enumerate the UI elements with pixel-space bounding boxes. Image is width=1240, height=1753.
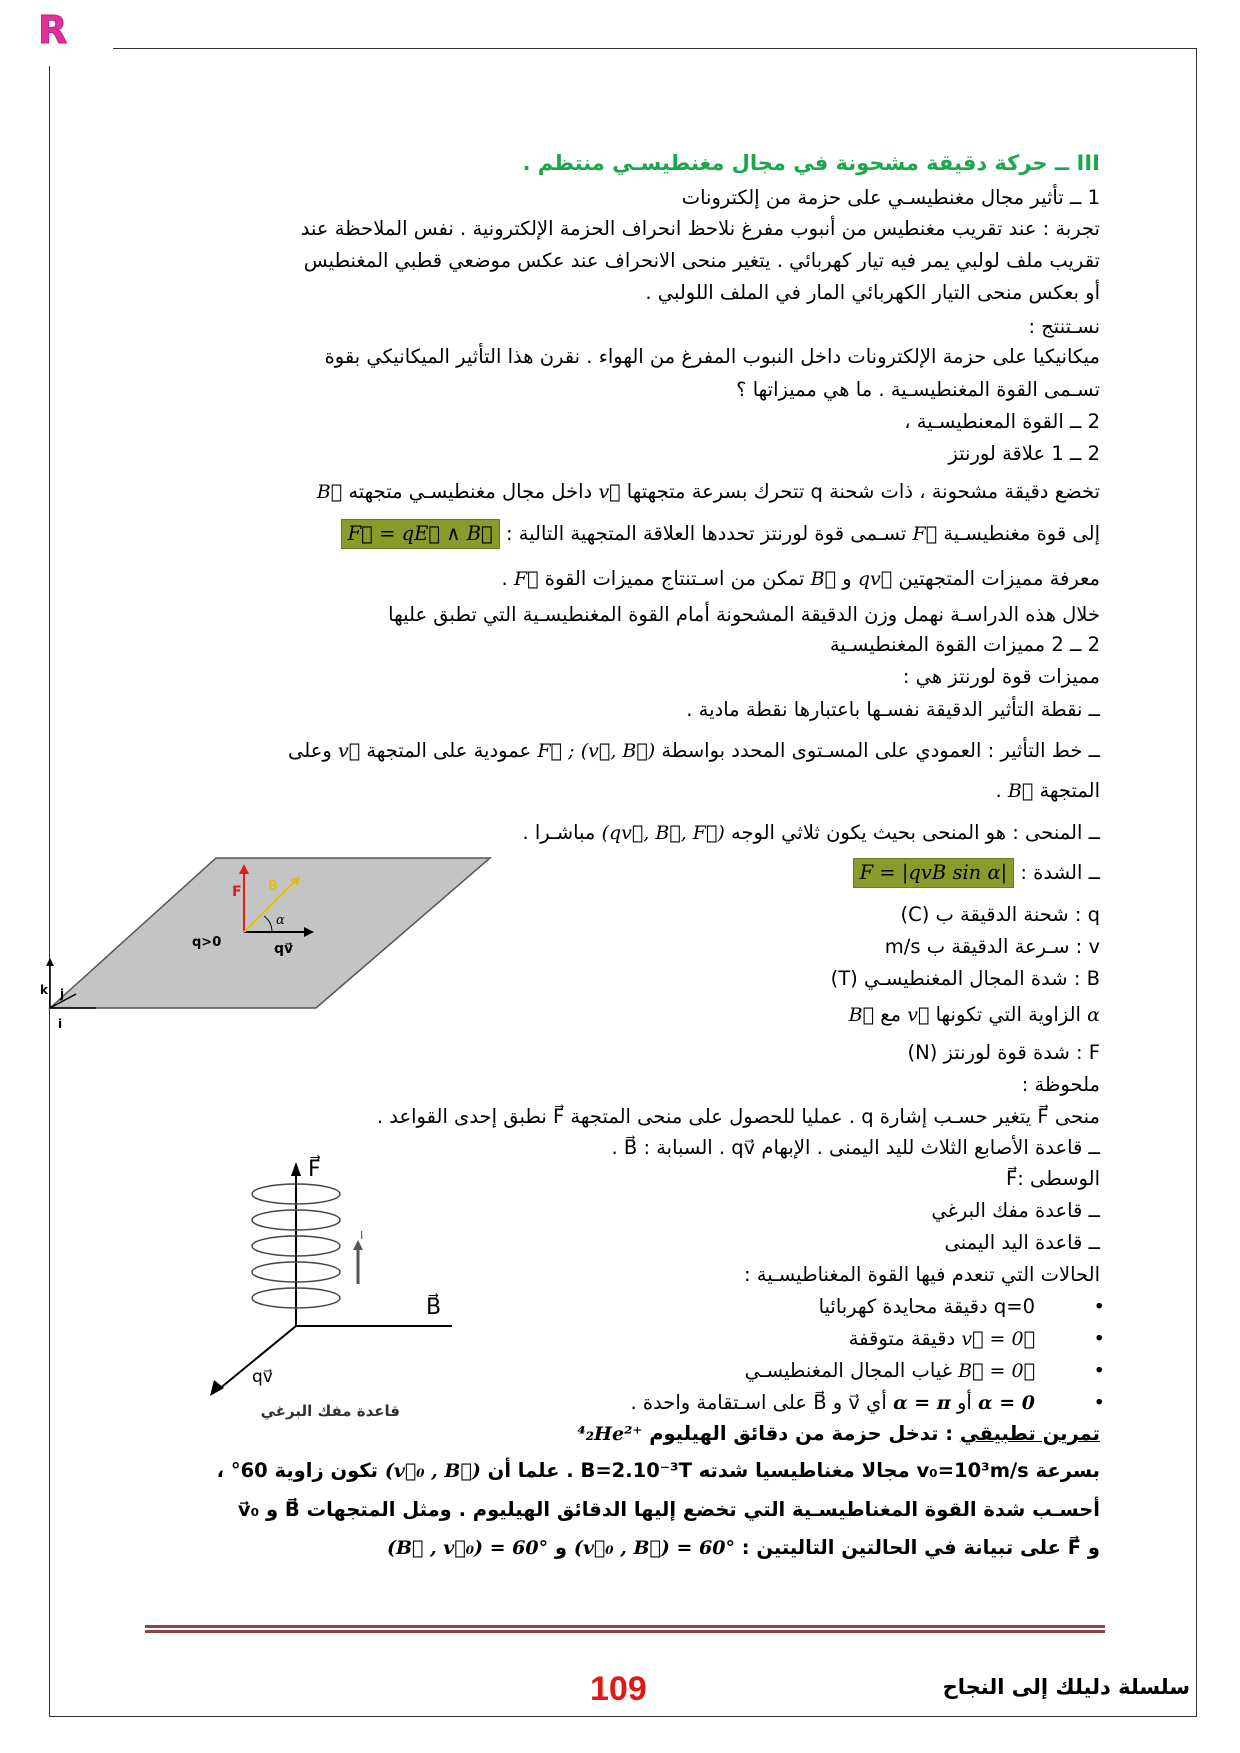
exercise-line: و F⃗ على تبيانة في الحالتين التاليتين : (v⃗₀ , B⃗) = 60° و (B⃗ , v⃗₀) = 60° xyxy=(386,1536,1100,1559)
lorentz-formula: F⃗ = qE⃗ ∧ B⃗ xyxy=(341,519,500,549)
alpha-label: α xyxy=(276,913,285,928)
text-line: المتجهة B⃗ . xyxy=(995,779,1100,802)
exercise-line: أحسـب شدة القوة المغناطيسـية التي تخضع إليها الدقائق الهيليوم . ومثل المتجهات B⃗ و v⃗₀ xyxy=(237,1498,1100,1521)
footer-rule xyxy=(145,1625,1105,1633)
current-label: I xyxy=(360,1229,364,1242)
text-line: ــ قاعدة الأصابع الثلاث لليد اليمنى . الإبهام qv⃗ . السبابة : B⃗ . xyxy=(611,1136,1100,1159)
text-line: 1 ــ تأثير مجال مغنطيسـي على حزمة من إلكترونات xyxy=(681,186,1100,209)
bullet-item: • v⃗ = 0⃗ دقيقة متوقفة xyxy=(848,1327,1105,1350)
text-line: الوسطى :F⃗ xyxy=(1005,1167,1100,1190)
axis-k-label: k xyxy=(40,983,48,997)
text-line: v : سـرعة الدقيقة ب m/s xyxy=(884,935,1100,958)
corkscrew-diagram xyxy=(190,1150,490,1430)
text-line: تجربة : عند تقريب مغنطيس من أنبوب مفرغ نلاحظ انحراف الحزمة الإلكترونية . نفس الملاحظة عند xyxy=(300,217,1100,240)
top-rule xyxy=(113,48,1196,49)
axis-i-label: i xyxy=(58,1017,63,1031)
exercise-line: تمرين تطبيقي : تدخل حزمة من دقائق الهيليوم ⁴₂He²⁺ xyxy=(577,1422,1100,1445)
bottom-rule xyxy=(49,1716,1197,1717)
field-label: B xyxy=(268,879,278,894)
magnitude-formula: F = |qvB sin α| xyxy=(853,858,1015,888)
text-line: ــ الشدة : F = |qvB sin α| xyxy=(853,858,1100,888)
force-axis-label: F⃗ xyxy=(308,1157,321,1182)
text-line: إلى قوة مغنطيسـية F⃗ تسـمى قوة لورنتز تحددها العلاقة المتجهية التالية : F⃗ = qE⃗ ∧ B⃗ xyxy=(341,519,1100,549)
text-line: ــ خط التأثير : العمودي على المسـتوى المحدد بواسطة (v⃗, B⃗) ; F⃗ عمودية على المتجهة v⃗ وعلى xyxy=(288,739,1100,762)
text-line: 2 ــ القوة المعنطيسـية ، xyxy=(904,410,1100,433)
right-rule xyxy=(1196,48,1197,1716)
field-axis-label: B⃗ xyxy=(426,1295,442,1320)
text-line: q : شحنة الدقيقة ب (C) xyxy=(900,903,1100,926)
force-label: F xyxy=(232,884,242,900)
text-line: أو بعكس منحى التيار الكهربائي المار في الملف اللولبي . xyxy=(645,281,1100,304)
text-line: ــ نقطة التأثير الدقيقة نفسـها باعتبارها نقطة مادية . xyxy=(686,698,1100,721)
text-line: تقريب ملف لولبي يمر فيه تيار كهربائي . يتغير منحى الانحراف عند عكس موضعي قطبي المغنطيس xyxy=(303,249,1100,272)
text-line: خلال هذه الدراسـة نهمل وزن الدقيقة المشحونة أمام القوة المغنطيسـية التي تطبق عليها xyxy=(388,603,1100,626)
qv-axis-head xyxy=(210,1380,224,1396)
bullet-item: • α = 0 أو α = π أي v⃗ و B⃗ على اسـتقامة واحدة . xyxy=(630,1391,1105,1414)
text-line: α الزاوية التي تكونها v⃗ مع B⃗ xyxy=(848,1003,1100,1026)
text-line: ملحوظة : xyxy=(1021,1073,1100,1096)
force-axis-head xyxy=(291,1162,301,1176)
diagram-caption: قاعدة مفك البرغي xyxy=(260,1402,400,1420)
exercise-title: تمرين تطبيقي xyxy=(959,1422,1100,1445)
text-line: الحالات التي تنعدم فيها القوة المغناطيسـية : xyxy=(743,1263,1100,1286)
text-line: B : شدة المجال المغنطيسـي (T) xyxy=(830,967,1100,990)
text-line: تسـمى القوة المغنطيسـية . ما هي مميزاتها ؟ xyxy=(736,378,1100,401)
text-line: ــ قاعدة مفك البرغي xyxy=(931,1199,1100,1222)
text-line: 2 ــ 2 مميزات القوة المغنطيسـية xyxy=(829,633,1100,656)
text-line: F : شدة قوة لورنتز (N) xyxy=(907,1041,1100,1064)
qv-axis-label: qv⃗ xyxy=(252,1367,273,1387)
logo: R xyxy=(38,8,66,52)
axis-j-label: j xyxy=(60,987,65,1001)
charge-label: q>0 xyxy=(192,935,222,950)
bullet-item: • B⃗ = 0⃗ غياب المجال المغنطيسـي xyxy=(744,1359,1105,1382)
text-line: تخضع دقيقة مشحونة ، ذات شحنة q تتحرك بسرعة متجهتها v⃗ داخل مجال مغنطيسـي متجهته B⃗ xyxy=(316,480,1100,503)
text-line: نسـتنتج : xyxy=(1028,315,1100,338)
text-line: مميزات قوة لورنتز هي : xyxy=(902,665,1100,688)
exercise-line: بسرعة v₀=10³m/s مجالا مغناطيسيا شدته B=2.10⁻³T . علما أن (v⃗₀ , B⃗) تكون زاوية 60° ، xyxy=(216,1459,1100,1482)
text-line: ميكانيكيا على حزمة الإلكترونات داخل النبوب المفرغ من الهواء . نقرن هذا التأثير الميكانيكي بقوة xyxy=(324,345,1100,368)
qv-label: qv⃗ xyxy=(274,941,294,957)
section-heading: III ــ حركة دقيقة مشحونة في مجال مغنطيسـي منتظم . xyxy=(522,151,1100,175)
bullet-item: • q=0 دقيقة محايدة كهربائيا xyxy=(818,1295,1105,1318)
text-line: ــ المنحى : هو المنحى بحيث يكون ثلاثي الوجه (qv⃗, B⃗, F⃗) مباشـرا . xyxy=(522,821,1100,844)
lorentz-plane-diagram xyxy=(36,856,496,1036)
text-line: ــ قاعدة اليد اليمنى xyxy=(944,1231,1100,1254)
text-line: معرفة مميزات المتجهتين qv⃗ و B⃗ تمكن من اسـتنتاج مميزات القوة F⃗ . xyxy=(501,567,1100,590)
series-title: سلسلة دليلك إلى النجاح xyxy=(942,1675,1190,1699)
page-number: 109 xyxy=(590,1670,647,1708)
text-line: منحى F⃗ يتغير حسـب إشارة q . عمليا للحصول على منحى المتجهة F⃗ نطبق إحدى القواعد . xyxy=(376,1105,1100,1128)
text-line: 2 ــ 1 علاقة لورنتز xyxy=(948,442,1100,465)
axis-k-head xyxy=(46,958,54,966)
